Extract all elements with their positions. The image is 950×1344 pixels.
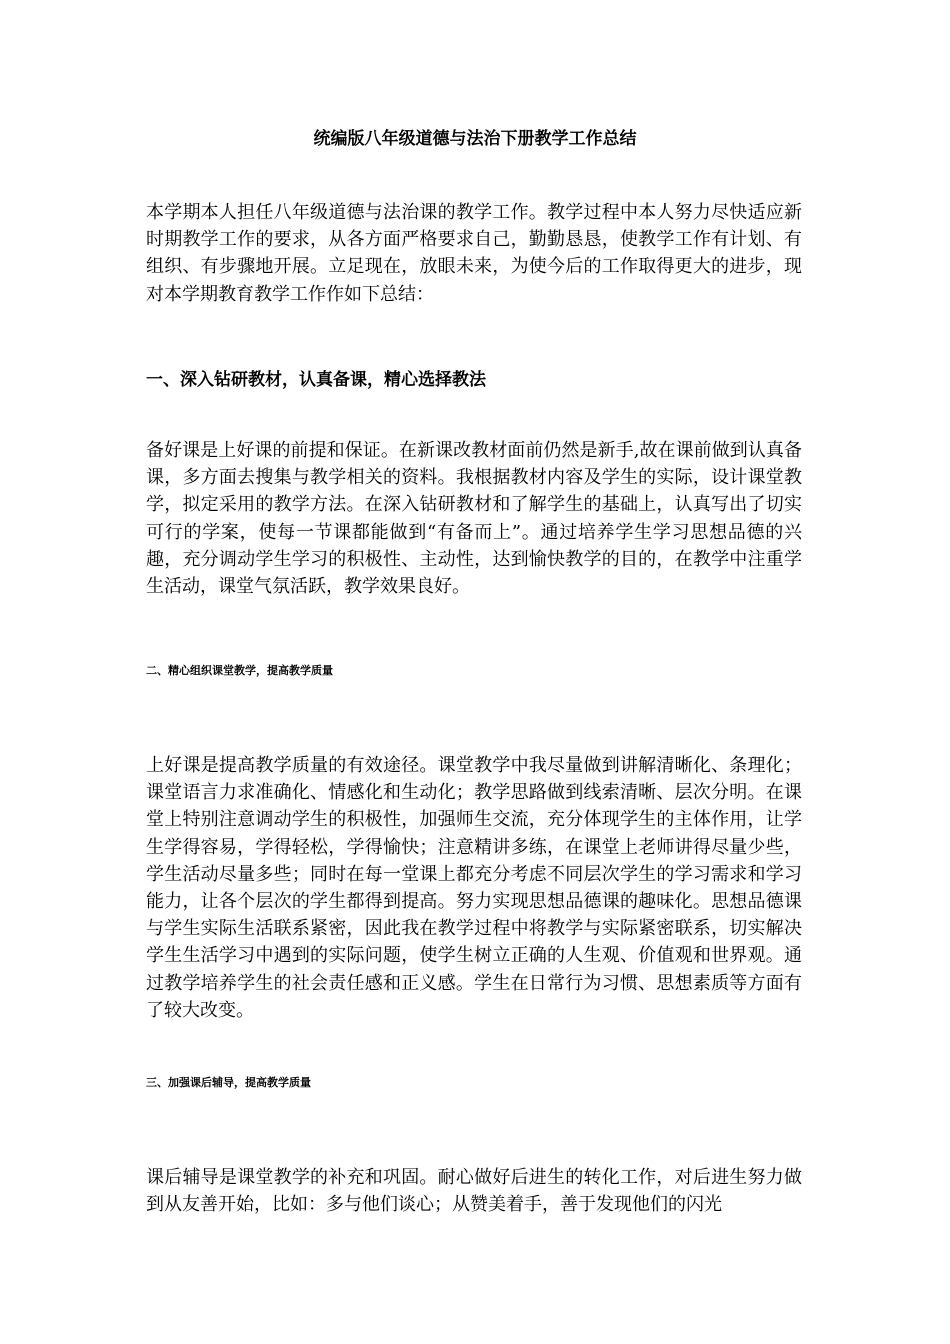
document-title: 统编版八年级道德与法治下册教学工作总结: [313, 129, 637, 149]
intro-paragraph: 本学期本人担任八年级道德与法治课的教学工作。教学过程中本人努力尽快适应新时期教学工作的要求，从各方面严格要求自己，勤勤恳恳，使教学工作有计划、有组织、有步骤地开展。立足现在，放眼未来，为使今后的工作取得更大的进步，现对本学期教育教学工作作如下总结：: [146, 202, 802, 305]
section-body-2: 上好课是提高教学质量的有效途径。课堂教学中我尽量做到讲解清晰化、条理化；课堂语言力求准确化、情感化和生动化；教学思路做到线索清晰、层次分明。在课堂上特别注意调动学生的积极性，加强师生交流，充分体现学生的主体作用，让学生学得容易，学得轻松，学得愉快；注意精讲多练，在课堂上老师讲得尽量少些，学生活动尽量多些；同时在每一堂课上都充分考虑不同层次学生的学习需求和学习能力，让各个层次的学生都得到提高。努力实现思想品德课的趣味化。思想品德课与学生实际生活联系紧密，因此我在教学过程中将教学与实际紧密联系，切实解决学生生活学习中遇到的实际问题，使学生树立正确的人生观、价值观和世界观。通过教学培养学生的社会责任感和正义感。学生在日常行为习惯、思想素质等方面有了较大改变。: [146, 755, 802, 1021]
section-heading-2: 二、精心组织课堂教学，提高教学质量: [146, 664, 333, 677]
section-heading-1: 一、深入钻研教材，认真备课，精心选择教法: [146, 370, 486, 390]
section-heading-3: 三、加强课后辅导，提高教学质量: [146, 1076, 311, 1089]
section-body-1: 备好课是上好课的前提和保证。在新课改教材面前仍然是新手,故在课前做到认真备课，多方面去搜集与教学相关的资料。我根据教材内容及学生的实际，设计课堂教学，拟定采用的教学方法。在深入钻研教材和了解学生的基础上，认真写出了切实可行的学案，使每一节课都能做到“有备而上”。通过培养学生学习思想品德的兴趣，充分调动学生学习的积极性、主动性，达到愉快教学的目的，在教学中注重学生活动，课堂气氛活跃，教学效果良好。: [146, 440, 802, 598]
section-body-3: 课后辅导是课堂教学的补充和巩固。耐心做好后进生的转化工作，对后进生努力做到从友善开始，比如：多与他们谈心；从赞美着手，善于发现他们的闪光: [146, 1167, 802, 1216]
